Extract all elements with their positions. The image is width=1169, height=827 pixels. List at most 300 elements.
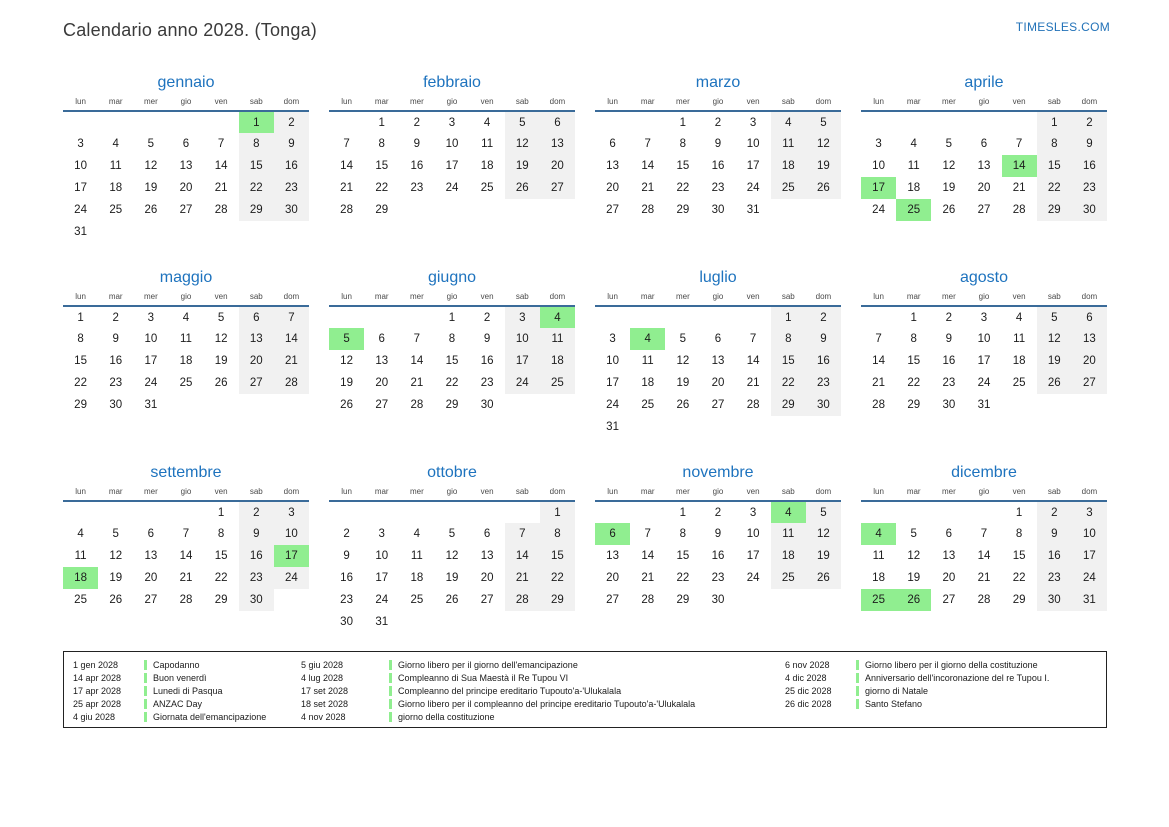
day-cell: 26 (676, 399, 690, 411)
weekday-label: mer (941, 292, 956, 301)
empty-cell (364, 416, 399, 438)
empty-cell (239, 394, 274, 416)
day-cell: 11 (410, 550, 423, 562)
day-cell: 12 (806, 133, 841, 155)
legend-item (301, 671, 695, 684)
month-title: dicembre (951, 464, 1017, 481)
day-cell: 14 (872, 355, 885, 367)
page-title: Calendario anno 2028. (Tonga) (63, 20, 317, 40)
empty-cell (434, 221, 469, 243)
empty-cell (274, 611, 309, 633)
day-cell: 18 (771, 545, 806, 567)
day-cell: 17 (746, 550, 760, 562)
day-cell: 15 (676, 160, 690, 172)
empty-cell (540, 611, 575, 633)
day-cell: 26 (340, 399, 353, 411)
day-cell: 5 (505, 111, 540, 133)
day-cell: 6 (595, 523, 630, 545)
empty-cell (861, 221, 896, 243)
day-cell: 26 (896, 589, 931, 611)
empty-cell (1072, 611, 1107, 633)
day-cell: 21 (505, 567, 540, 589)
day-cell: 27 (606, 204, 619, 216)
weekday-label: gio (180, 97, 192, 106)
empty-cell (806, 589, 841, 611)
day-cell: 20 (942, 572, 956, 584)
day-cell: 17 (274, 545, 309, 567)
day-cell: 1 (771, 306, 806, 328)
day-cell: 27 (942, 594, 956, 606)
empty-cell (540, 221, 575, 243)
day-cell: 7 (875, 333, 882, 345)
empty-cell (505, 501, 540, 523)
weekday-label: dom (283, 97, 300, 106)
weekday-label: mar (906, 292, 921, 301)
month-gennaio (63, 72, 309, 242)
empty-cell (1037, 221, 1072, 243)
day-cell: 12 (214, 333, 228, 345)
empty-cell (1072, 394, 1107, 416)
legend-item-date: 5 giu 2028 (301, 659, 344, 670)
empty-cell (168, 221, 203, 243)
empty-cell (736, 306, 771, 328)
legend-item (785, 697, 1049, 710)
day-cell: 23 (109, 377, 123, 389)
day-cell: 13 (942, 550, 956, 562)
empty-cell (399, 501, 434, 523)
day-cell: 4 (1015, 311, 1023, 324)
day-cell: 10 (505, 328, 540, 350)
weekday-label: sab (515, 292, 529, 301)
day-cell: 28 (977, 594, 991, 606)
day-cell: 24 (375, 594, 389, 606)
day-cell: 13 (480, 550, 494, 562)
month-table (329, 487, 575, 633)
site-link[interactable]: TIMESLES.COM (1015, 20, 1110, 34)
day-cell: 27 (375, 399, 389, 411)
month-table (595, 97, 841, 243)
day-cell: 3 (274, 501, 309, 523)
day-cell: 2 (483, 311, 491, 324)
empty-cell (595, 111, 630, 133)
day-cell: 16 (410, 160, 424, 172)
day-cell: 4 (182, 311, 190, 324)
day-cell: 24 (144, 377, 158, 389)
day-cell: 6 (714, 333, 722, 345)
legend-item-name: Giorno libero per il giorno dell'emancipazione (398, 659, 578, 670)
day-cell: 20 (480, 572, 494, 584)
day-cell: 14 (179, 550, 193, 562)
empty-cell (470, 199, 505, 221)
day-cell: 9 (112, 333, 119, 345)
holiday-tick-icon (144, 686, 147, 696)
empty-cell (806, 416, 841, 438)
day-cell: 31 (1072, 589, 1107, 611)
day-cell: 13 (144, 550, 158, 562)
empty-cell (931, 501, 966, 523)
empty-cell (399, 199, 434, 221)
weekday-label: dom (1081, 487, 1098, 496)
day-cell: 30 (1037, 589, 1072, 611)
day-cell: 4 (910, 138, 917, 150)
weekday-label: sab (515, 487, 529, 496)
weekday-label: ven (1012, 292, 1026, 301)
day-cell: 19 (1037, 350, 1072, 372)
day-cell: 18 (179, 355, 193, 367)
day-cell: 19 (144, 182, 158, 194)
day-cell: 11 (1013, 333, 1026, 345)
day-cell: 12 (340, 355, 353, 367)
day-cell: 31 (746, 204, 760, 216)
day-cell: 12 (1037, 328, 1072, 350)
empty-cell (168, 111, 203, 133)
legend-item-name: Compleanno di Sua Maestà il Re Tupou VI (398, 672, 569, 683)
weekday-label: ven (480, 487, 494, 496)
weekday-label: lun (341, 487, 352, 496)
day-cell: 7 (1015, 138, 1023, 150)
empty-cell (736, 221, 771, 243)
day-cell: 23 (274, 177, 309, 199)
day-cell: 13 (977, 160, 991, 172)
day-cell: 19 (505, 155, 540, 177)
day-cell: 30 (480, 399, 494, 411)
day-cell: 9 (1072, 133, 1107, 155)
day-cell: 3 (980, 311, 988, 324)
day-cell: 2 (1072, 111, 1107, 133)
month-dicembre (861, 462, 1107, 632)
empty-cell (966, 111, 1001, 133)
day-cell: 9 (413, 138, 421, 150)
weekday-label: mar (374, 97, 389, 106)
day-cell: 9 (806, 328, 841, 350)
month-table (861, 97, 1107, 243)
legend-column-2 (301, 658, 695, 723)
day-cell: 20 (606, 572, 619, 584)
empty-cell (665, 416, 700, 438)
empty-cell (665, 611, 700, 633)
day-cell: 18 (1012, 355, 1026, 367)
day-cell: 22 (214, 572, 228, 584)
day-cell: 17 (445, 160, 459, 172)
day-cell: 21 (179, 572, 193, 584)
day-cell: 21 (746, 377, 760, 389)
day-cell: 1 (910, 311, 917, 324)
holiday-tick-icon (144, 673, 147, 683)
day-cell: 28 (872, 399, 885, 411)
day-cell: 17 (1072, 545, 1107, 567)
empty-cell (399, 306, 434, 328)
day-cell: 5 (806, 501, 841, 523)
weekday-label: dom (1081, 97, 1098, 106)
empty-cell (771, 199, 806, 221)
day-cell: 12 (806, 523, 841, 545)
day-cell: 7 (980, 528, 988, 540)
legend-item-name: ANZAC Day (153, 698, 203, 709)
legend-item-date: 4 nov 2028 (301, 711, 346, 722)
day-cell: 19 (907, 572, 921, 584)
empty-cell (239, 221, 274, 243)
day-cell: 14 (746, 355, 760, 367)
day-cell: 11 (74, 550, 87, 562)
day-cell: 12 (109, 550, 123, 562)
empty-cell (966, 611, 1001, 633)
day-cell: 19 (445, 572, 459, 584)
day-cell: 2 (714, 116, 722, 129)
page-header (63, 20, 1110, 46)
day-cell: 5 (448, 528, 456, 540)
day-cell: 15 (1012, 550, 1026, 562)
day-cell: 11 (180, 333, 192, 345)
day-cell: 30 (1072, 199, 1107, 221)
day-cell: 2 (274, 111, 309, 133)
empty-cell (470, 416, 505, 438)
day-cell: 27 (239, 372, 274, 394)
empty-cell (595, 221, 630, 243)
day-cell: 14 (340, 160, 353, 172)
empty-cell (470, 221, 505, 243)
weekday-label: lun (607, 487, 618, 496)
day-cell: 10 (872, 160, 885, 172)
empty-cell (1037, 416, 1072, 438)
day-cell: 27 (1072, 372, 1107, 394)
day-cell: 4 (771, 501, 806, 523)
weekday-label: mar (108, 487, 123, 496)
weekday-label: ven (480, 97, 494, 106)
legend-column-1 (73, 658, 266, 723)
empty-cell (399, 221, 434, 243)
day-cell: 18 (480, 160, 494, 172)
empty-cell (700, 416, 735, 438)
holiday-legend (63, 651, 1107, 728)
day-cell: 13 (239, 328, 274, 350)
weekday-label: ven (214, 487, 228, 496)
empty-cell (505, 199, 540, 221)
day-cell: 28 (274, 372, 309, 394)
day-cell: 27 (606, 594, 619, 606)
holiday-tick-icon (389, 686, 392, 696)
day-cell: 6 (980, 138, 988, 150)
legend-item-name: Lunedi di Pasqua (153, 685, 223, 696)
day-cell: 23 (711, 182, 725, 194)
day-cell: 16 (711, 550, 725, 562)
weekday-label: mar (640, 292, 655, 301)
legend-item (73, 697, 266, 710)
day-cell: 22 (540, 567, 575, 589)
day-cell: 20 (375, 377, 389, 389)
day-cell: 12 (505, 133, 540, 155)
day-cell: 3 (749, 506, 757, 519)
empty-cell (505, 394, 540, 416)
day-cell: 1 (448, 311, 456, 324)
day-cell: 11 (641, 355, 654, 367)
day-cell: 6 (540, 111, 575, 133)
day-cell: 13 (606, 160, 619, 172)
weekday-label: mar (108, 97, 123, 106)
empty-cell (434, 501, 469, 523)
day-cell: 30 (942, 399, 956, 411)
day-cell: 18 (872, 572, 885, 584)
empty-cell (630, 611, 665, 633)
day-cell: 10 (375, 550, 389, 562)
day-cell: 27 (480, 594, 494, 606)
empty-cell (896, 416, 931, 438)
weekday-label: lun (75, 292, 86, 301)
day-cell: 28 (641, 594, 655, 606)
empty-cell (239, 416, 274, 438)
day-cell: 20 (179, 182, 193, 194)
day-cell: 5 (217, 311, 225, 324)
empty-cell (595, 306, 630, 328)
weekday-label: mer (143, 292, 158, 301)
weekday-label: sab (249, 97, 263, 106)
weekday-label: gio (978, 97, 990, 106)
day-cell: 30 (806, 394, 841, 416)
day-cell: 22 (1012, 572, 1026, 584)
empty-cell (329, 501, 364, 523)
day-cell: 2 (239, 501, 274, 523)
legend-item-date: 6 nov 2028 (785, 659, 830, 670)
day-cell: 12 (144, 160, 158, 172)
day-cell: 2 (945, 311, 953, 324)
day-cell: 25 (74, 594, 87, 606)
day-cell: 7 (644, 138, 651, 150)
day-cell: 15 (445, 355, 459, 367)
day-cell: 15 (771, 350, 806, 372)
weekday-label: ven (480, 292, 494, 301)
empty-cell (736, 611, 771, 633)
day-cell: 8 (679, 528, 687, 540)
day-cell: 5 (945, 138, 953, 150)
empty-cell (204, 394, 239, 416)
weekday-label: mer (409, 487, 424, 496)
day-cell: 9 (483, 333, 491, 345)
day-cell: 21 (214, 182, 228, 194)
day-cell: 28 (641, 204, 655, 216)
month-luglio (595, 267, 841, 437)
legend-item-date: 26 dic 2028 (785, 698, 832, 709)
day-cell: 9 (945, 333, 953, 345)
day-cell: 19 (340, 377, 353, 389)
day-cell: 31 (606, 421, 619, 433)
day-cell: 8 (448, 333, 456, 345)
day-cell: 1 (679, 506, 687, 519)
day-cell: 9 (343, 550, 350, 562)
weekday-label: ven (1012, 487, 1026, 496)
day-cell: 30 (711, 594, 725, 606)
legend-item (785, 671, 1049, 684)
day-cell: 31 (375, 616, 389, 628)
empty-cell (204, 221, 239, 243)
day-cell: 28 (179, 594, 193, 606)
day-cell: 14 (274, 328, 309, 350)
day-cell: 8 (910, 333, 917, 345)
day-cell: 3 (147, 311, 155, 324)
weekday-label: gio (978, 487, 990, 496)
day-cell: 8 (77, 333, 84, 345)
day-cell: 11 (109, 160, 122, 172)
day-cell: 25 (861, 589, 896, 611)
day-cell: 12 (907, 550, 921, 562)
empty-cell (1002, 611, 1037, 633)
holiday-tick-icon (389, 699, 392, 709)
day-cell: 1 (1037, 111, 1072, 133)
day-cell: 3 (1072, 501, 1107, 523)
holiday-tick-icon (144, 660, 147, 670)
day-cell: 16 (480, 355, 494, 367)
legend-item (301, 697, 695, 710)
day-cell: 8 (771, 328, 806, 350)
day-cell: 13 (606, 550, 619, 562)
day-cell: 4 (540, 306, 575, 328)
legend-item-name: Capodanno (153, 659, 200, 670)
empty-cell (63, 416, 98, 438)
day-cell: 3 (77, 138, 84, 150)
day-cell: 26 (806, 567, 841, 589)
day-cell: 26 (445, 594, 459, 606)
empty-cell (239, 611, 274, 633)
day-cell: 4 (630, 328, 665, 350)
empty-cell (771, 416, 806, 438)
empty-cell (540, 394, 575, 416)
day-cell: 17 (144, 355, 158, 367)
day-cell: 1 (679, 116, 687, 129)
empty-cell (861, 306, 896, 328)
empty-cell (168, 394, 203, 416)
weekday-label: dom (815, 292, 832, 301)
day-cell: 25 (771, 177, 806, 199)
empty-cell (861, 416, 896, 438)
day-cell: 24 (746, 572, 760, 584)
day-cell: 22 (445, 377, 459, 389)
legend-item (301, 710, 695, 723)
legend-item-date: 17 set 2028 (301, 685, 349, 696)
weekday-label: mer (143, 97, 158, 106)
day-cell: 25 (109, 204, 123, 216)
legend-item (301, 658, 695, 671)
weekday-label: mer (675, 97, 690, 106)
empty-cell (896, 111, 931, 133)
day-cell: 24 (1072, 567, 1107, 589)
day-cell: 16 (942, 355, 956, 367)
weekday-label: mar (374, 292, 389, 301)
empty-cell (364, 306, 399, 328)
empty-cell (700, 611, 735, 633)
day-cell: 19 (214, 355, 228, 367)
day-cell: 29 (74, 399, 87, 411)
empty-cell (274, 394, 309, 416)
day-cell: 19 (806, 545, 841, 567)
weekday-label: sab (515, 97, 529, 106)
day-cell: 2 (413, 116, 421, 129)
day-cell: 26 (109, 594, 123, 606)
day-cell: 29 (445, 399, 459, 411)
day-cell: 11 (771, 523, 806, 545)
month-table (63, 292, 309, 438)
day-cell: 18 (410, 572, 424, 584)
weekday-label: sab (781, 292, 795, 301)
empty-cell (364, 501, 399, 523)
empty-cell (861, 111, 896, 133)
day-cell: 19 (109, 572, 123, 584)
weekday-label: dom (1081, 292, 1098, 301)
day-cell: 29 (907, 399, 921, 411)
empty-cell (896, 221, 931, 243)
empty-cell (1002, 221, 1037, 243)
day-cell: 15 (74, 355, 87, 367)
day-cell: 13 (1072, 328, 1107, 350)
day-cell: 12 (445, 550, 459, 562)
weekday-label: dom (549, 292, 566, 301)
